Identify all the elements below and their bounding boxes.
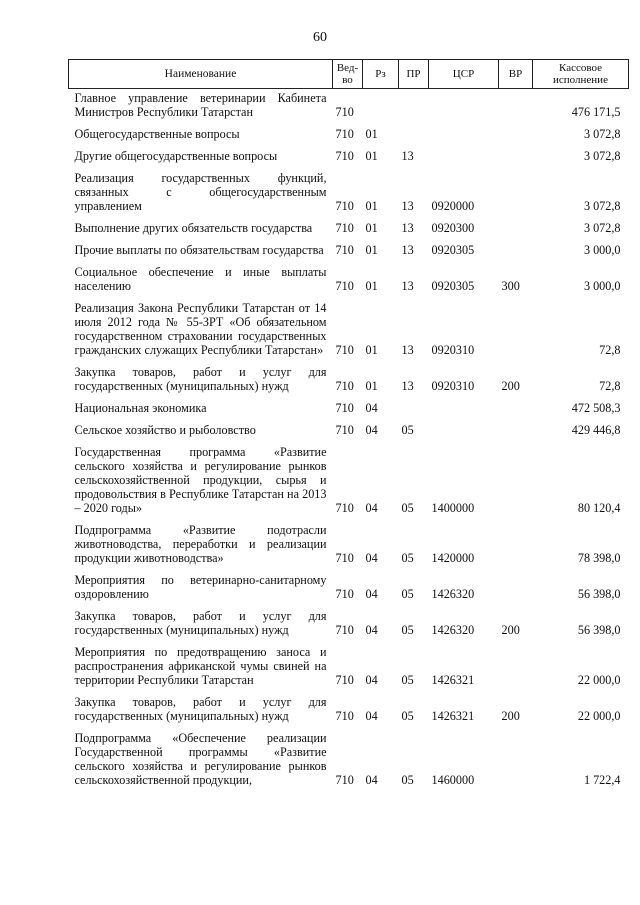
cell-rz (363, 89, 399, 126)
cell-rz: 01 (365, 149, 378, 163)
cell-ved: 710 (335, 243, 354, 257)
table-row (69, 729, 629, 793)
cell-rz: 01 (365, 221, 378, 235)
cell-csr: 1400000 (431, 501, 475, 515)
header-vr: ВР (499, 60, 533, 89)
cell-vr (499, 643, 533, 693)
cell-vr (499, 241, 533, 263)
cell-sum: 429 446,8 (571, 423, 621, 437)
cell-rz: 01 (365, 199, 378, 213)
cell-pr: 05 (401, 623, 414, 637)
table-header (69, 60, 629, 89)
cell-name: Другие общегосударственные вопросы (74, 149, 278, 163)
page-number: 60 (313, 30, 327, 45)
cell-pr: 05 (401, 709, 414, 723)
table-row (69, 521, 629, 571)
cell-csr: 1426321 (431, 709, 475, 723)
cell-name: Государственная программа «Развитие сельского хозяйства и регулирование рынков сельскохозяйственной продукции, сырья и продовольствия в Республике Татарстан на 2013 – 2020 годы» (74, 445, 327, 515)
header-pr: ПР (399, 60, 429, 89)
table-row (69, 643, 629, 693)
cell-name: Реализация государственных функций, связанных с общегосударственным управлением (74, 171, 327, 213)
cell-vr (499, 399, 533, 421)
cell-name: Реализация Закона Республики Татарстан от 14 июля 2012 года № 55-ЗРТ «Об обязательном государственном страховании государственных гражданских служащих Республики Татарстан» (74, 301, 327, 357)
cell-ved: 710 (335, 379, 354, 393)
cell-ved: 710 (335, 127, 354, 141)
cell-name: Закупка товаров, работ и услуг для государственных (муниципальных) нужд (74, 365, 327, 393)
cell-csr (429, 147, 499, 169)
cell-ved: 710 (335, 423, 354, 437)
header-rz: Рз (363, 60, 399, 89)
cell-csr: 0920305 (431, 279, 475, 293)
cell-vr (499, 443, 533, 521)
cell-name: Выполнение других обязательств государства (74, 221, 313, 235)
cell-ved: 710 (335, 501, 354, 515)
cell-sum: 476 171,5 (571, 105, 621, 119)
cell-name: Закупка товаров, работ и услуг для государственных (муниципальных) нужд (74, 695, 327, 723)
table-row (69, 89, 629, 126)
cell-sum: 22 000,0 (577, 709, 621, 723)
cell-csr: 0920000 (431, 199, 475, 213)
cell-ved: 710 (335, 105, 354, 119)
cell-vr (499, 571, 533, 607)
cell-vr: 200 (501, 709, 520, 723)
cell-ved: 710 (335, 673, 354, 687)
cell-ved: 710 (335, 709, 354, 723)
cell-rz: 04 (365, 401, 378, 415)
header-ved: Вед- во (333, 60, 363, 89)
table-row (69, 219, 629, 241)
cell-vr (499, 169, 533, 219)
cell-vr: 200 (501, 623, 520, 637)
cell-sum: 56 398,0 (577, 587, 621, 601)
cell-rz: 04 (365, 673, 378, 687)
cell-rz: 01 (365, 343, 378, 357)
header-sum: Кассовое исполнение (533, 60, 629, 89)
table-row (69, 443, 629, 521)
cell-csr (429, 399, 499, 421)
cell-name: Подпрограмма «Развитие подотрасли животноводства, переработки и реализации продукции животноводства» (74, 523, 327, 565)
cell-pr: 13 (401, 221, 414, 235)
cell-pr: 05 (401, 673, 414, 687)
cell-vr (499, 147, 533, 169)
cell-sum: 72,8 (599, 343, 621, 357)
cell-pr: 05 (401, 501, 414, 515)
cell-ved: 710 (335, 279, 354, 293)
cell-name: Подпрограмма «Обеспечение реализации Государственной программы «Развитие сельского хозяйства и регулирование рынков сельскохозяйственной продукции, (74, 731, 327, 787)
table-row (69, 241, 629, 263)
cell-rz: 04 (365, 423, 378, 437)
cell-sum: 3 072,8 (583, 199, 621, 213)
cell-csr: 0920310 (431, 343, 475, 357)
cell-name: Прочие выплаты по обязательствам государства (74, 243, 324, 257)
cell-pr: 05 (401, 773, 414, 787)
cell-csr (429, 125, 499, 147)
cell-sum: 3 000,0 (583, 279, 621, 293)
table-row (69, 421, 629, 443)
cell-rz: 04 (365, 551, 378, 565)
cell-ved: 710 (335, 149, 354, 163)
cell-pr (399, 89, 429, 126)
cell-ved: 710 (335, 401, 354, 415)
table-body (69, 89, 629, 794)
cell-sum: 1 722,4 (583, 773, 621, 787)
cell-pr (399, 399, 429, 421)
header-csr: ЦСР (429, 60, 499, 89)
table-row (69, 607, 629, 643)
cell-name: Главное управление ветеринарии Кабинета Министров Республики Татарстан (74, 91, 327, 119)
cell-ved: 710 (335, 773, 354, 787)
table-row (69, 125, 629, 147)
cell-sum: 78 398,0 (577, 551, 621, 565)
table-row (69, 299, 629, 363)
cell-vr (499, 219, 533, 241)
cell-vr (499, 421, 533, 443)
cell-csr: 1460000 (431, 773, 475, 787)
cell-name: Мероприятия по предотвращению заноса и распространения африканской чумы свиней на территории Республики Татарстан (74, 645, 327, 687)
cell-ved: 710 (335, 587, 354, 601)
cell-pr: 05 (401, 587, 414, 601)
cell-sum: 22 000,0 (577, 673, 621, 687)
table-row (69, 263, 629, 299)
cell-sum: 72,8 (599, 379, 621, 393)
cell-name: Социальное обеспечение и иные выплаты населению (74, 265, 327, 293)
cell-sum: 80 120,4 (577, 501, 621, 515)
cell-rz: 04 (365, 709, 378, 723)
cell-name: Закупка товаров, работ и услуг для государственных (муниципальных) нужд (74, 609, 327, 637)
cell-name: Общегосударственные вопросы (74, 127, 240, 141)
cell-csr: 1420000 (431, 551, 475, 565)
cell-csr: 1426321 (431, 673, 475, 687)
cell-rz: 04 (365, 623, 378, 637)
cell-ved: 710 (335, 623, 354, 637)
table-row (69, 399, 629, 421)
table-row (69, 169, 629, 219)
cell-sum: 3 072,8 (583, 221, 621, 235)
cell-rz: 01 (365, 127, 378, 141)
cell-rz: 01 (365, 279, 378, 293)
cell-vr: 200 (501, 379, 520, 393)
cell-csr (429, 89, 499, 126)
cell-ved: 710 (335, 199, 354, 213)
table-row (69, 693, 629, 729)
cell-sum: 3 072,8 (583, 149, 621, 163)
cell-ved: 710 (335, 551, 354, 565)
cell-pr: 13 (401, 149, 414, 163)
cell-pr: 13 (401, 379, 414, 393)
budget-table (68, 59, 629, 793)
cell-sum: 472 508,3 (571, 401, 621, 415)
cell-pr: 13 (401, 279, 414, 293)
cell-csr: 1426320 (431, 623, 475, 637)
table-row (69, 147, 629, 169)
cell-sum: 3 000,0 (583, 243, 621, 257)
cell-rz: 01 (365, 243, 378, 257)
cell-ved: 710 (335, 221, 354, 235)
header-name: Наименование (69, 60, 333, 89)
cell-rz: 04 (365, 501, 378, 515)
cell-pr (399, 125, 429, 147)
cell-rz: 01 (365, 379, 378, 393)
cell-pr: 05 (401, 551, 414, 565)
cell-csr (429, 421, 499, 443)
table-row (69, 571, 629, 607)
cell-pr: 13 (401, 243, 414, 257)
cell-csr: 1426320 (431, 587, 475, 601)
cell-vr (499, 89, 533, 126)
cell-pr: 13 (401, 343, 414, 357)
cell-name: Национальная экономика (74, 401, 207, 415)
cell-ved: 710 (335, 343, 354, 357)
cell-pr: 13 (401, 199, 414, 213)
cell-rz: 04 (365, 773, 378, 787)
cell-vr (499, 299, 533, 363)
cell-vr (499, 521, 533, 571)
cell-csr: 0920305 (431, 243, 475, 257)
table-row (69, 363, 629, 399)
cell-name: Мероприятия по ветеринарно-санитарному оздоровлению (74, 573, 327, 601)
cell-vr: 300 (501, 279, 520, 293)
cell-name: Сельское хозяйство и рыболовство (74, 423, 256, 437)
cell-sum: 3 072,8 (583, 127, 621, 141)
cell-rz: 04 (365, 587, 378, 601)
cell-csr: 0920310 (431, 379, 475, 393)
cell-csr: 0920300 (431, 221, 475, 235)
cell-sum: 56 398,0 (577, 623, 621, 637)
cell-vr (499, 125, 533, 147)
cell-pr: 05 (401, 423, 414, 437)
cell-vr (499, 729, 533, 793)
